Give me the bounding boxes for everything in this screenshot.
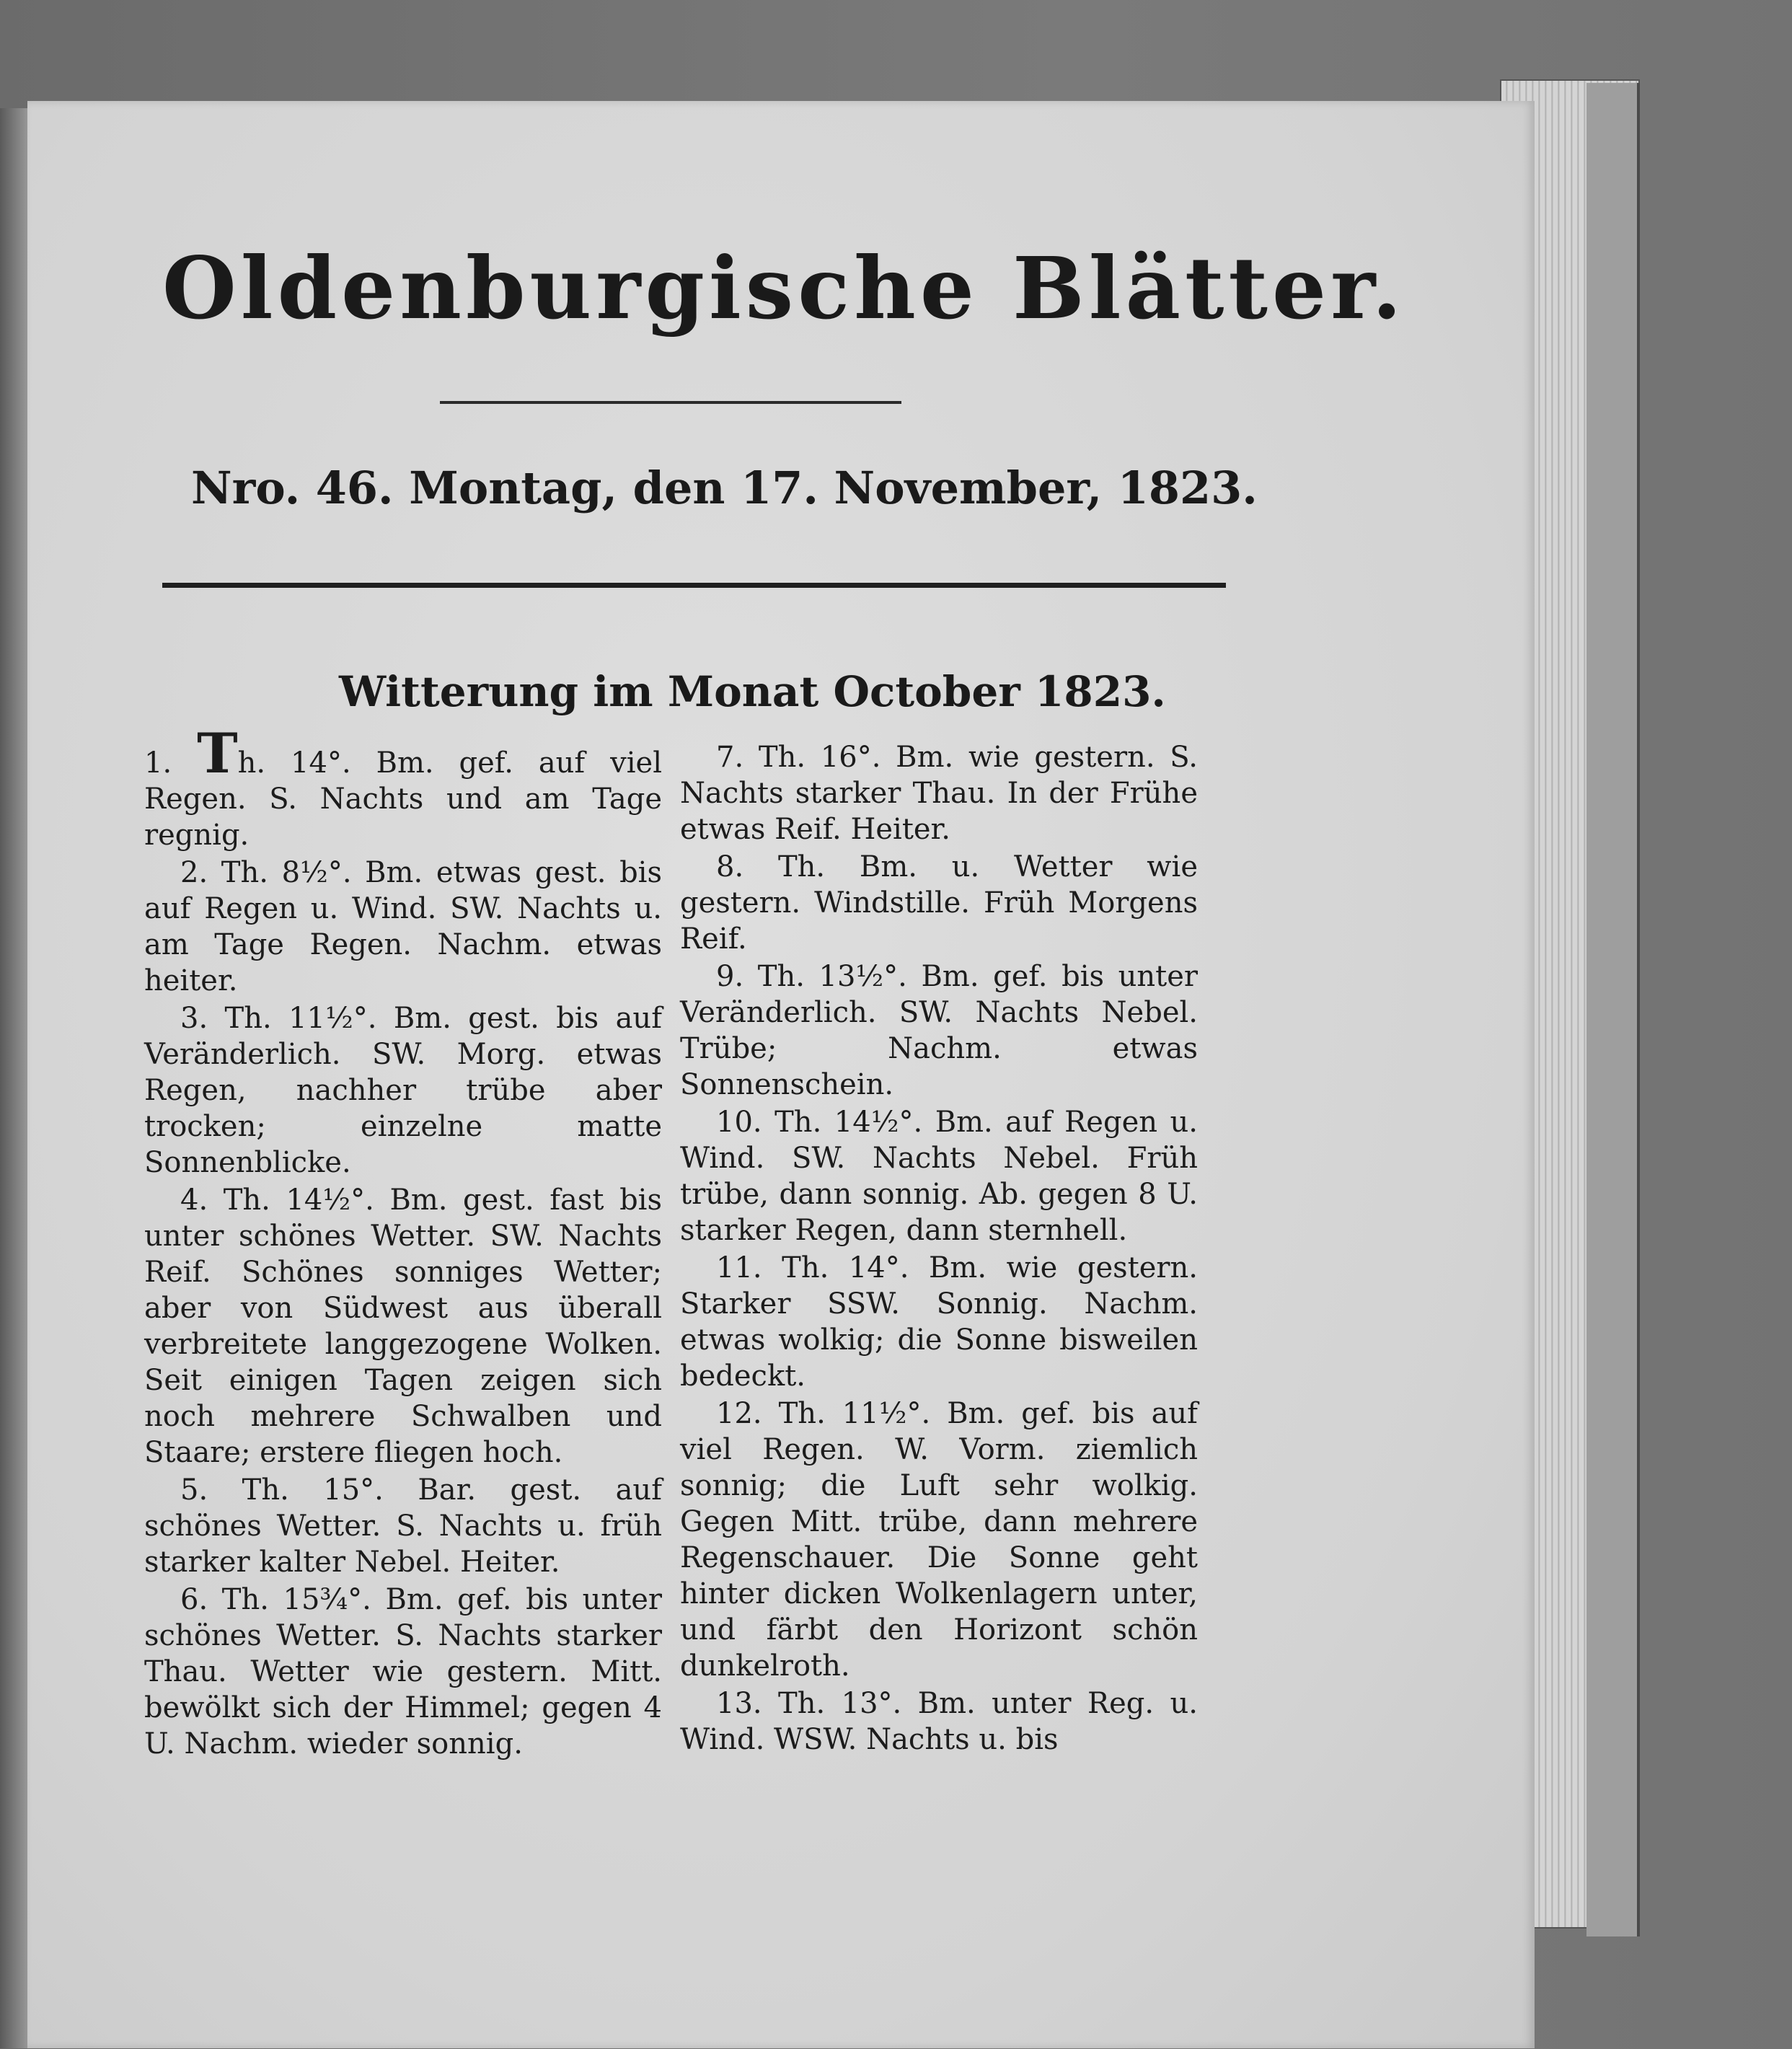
section-title: Witterung im Monat October 1823. <box>339 667 1166 716</box>
entry-text: h. 14°. Bm. gef. auf viel Regen. S. Nachts und am Tage regnig. <box>144 746 663 852</box>
weather-entry: 12. Th. 11½°. Bm. gef. bis auf viel Regen. W. Vorm. ziemlich sonnig; die Luft sehr wolkig. Gegen Mitt. trübe, dann mehrere Regenschauer. Die Sonne geht hinter dicken Wolkenlagern unter, und färbt den Horizont schön dunkelroth. <box>680 1397 1198 1683</box>
issue-line: Nro. 46. Montag, den 17. November, 1823. <box>191 462 1258 514</box>
weather-entry: 8. Th. Bm. u. Wetter wie gestern. Windstille. Früh Morgens Reif. <box>680 850 1198 956</box>
weather-entry: 7. Th. 16°. Bm. wie gestern. S. Nachts starker Thau. In der Frühe etwas Reif. Heiter. <box>680 741 1198 846</box>
weather-entry: 10. Th. 14½°. Bm. auf Regen u. Wind. SW. Nachts Nebel. Früh trübe, dann sonnig. Ab. gegen 8 U. starker Regen, dann sternhell. <box>680 1106 1198 1247</box>
weather-entry <box>144 721 663 853</box>
left-column <box>144 721 663 1763</box>
masthead-title: Oldenburgische Blätter. <box>162 238 1406 338</box>
book-cover-edge <box>1586 83 1640 1936</box>
header-rule <box>162 583 1226 588</box>
weather-entry: 5. Th. 15°. Bar. gest. auf schönes Wetter. S. Nachts u. früh starker kalter Nebel. Heiter. <box>144 1473 662 1579</box>
weather-entry: 3. Th. 11½°. Bm. gest. bis auf Veränderlich. SW. Morg. etwas Regen, nachher trübe aber trocken; einzelne matte Sonnenblicke. <box>144 1002 662 1179</box>
weather-entry: 9. Th. 13½°. Bm. gef. bis unter Veränderlich. SW. Nachts Nebel. Trübe; Nachm. etwas Sonnenschein. <box>680 960 1198 1101</box>
weather-entry: 2. Th. 8½°. Bm. etwas gest. bis auf Regen u. Wind. SW. Nachts u. am Tage Regen. Nachm. etwas heiter. <box>144 856 662 997</box>
weather-entry: 13. Th. 13°. Bm. unter Reg. u. Wind. WSW. Nachts u. bis <box>680 1687 1198 1756</box>
weather-entry: 6. Th. 15¾°. Bm. gef. bis unter schönes Wetter. S. Nachts starker Thau. Wetter wie gestern. Mitt. bewölkt sich der Himmel; gegen 4 U. Nachm. wieder sonnig. <box>144 1583 662 1761</box>
book-binding <box>0 108 29 2048</box>
masthead-rule <box>440 401 901 404</box>
entry-number: 1. <box>144 746 172 780</box>
weather-entry: 4. Th. 14½°. Bm. gest. fast bis unter schönes Wetter. SW. Nachts Reif. Schönes sonniges Wetter; aber von Südwest aus überall verbreitete langgezogene Wolken. Seit einigen Tagen zeigen sich noch mehrere Schwalben und Staare; erstere fliegen hoch. <box>144 1184 662 1469</box>
right-column <box>680 739 1198 1759</box>
weather-entry: 11. Th. 14°. Bm. wie gestern. Starker SSW. Sonnig. Nachm. etwas wolkig; die Sonne bisweilen bedeckt. <box>680 1251 1198 1393</box>
drop-cap: T <box>197 721 238 785</box>
